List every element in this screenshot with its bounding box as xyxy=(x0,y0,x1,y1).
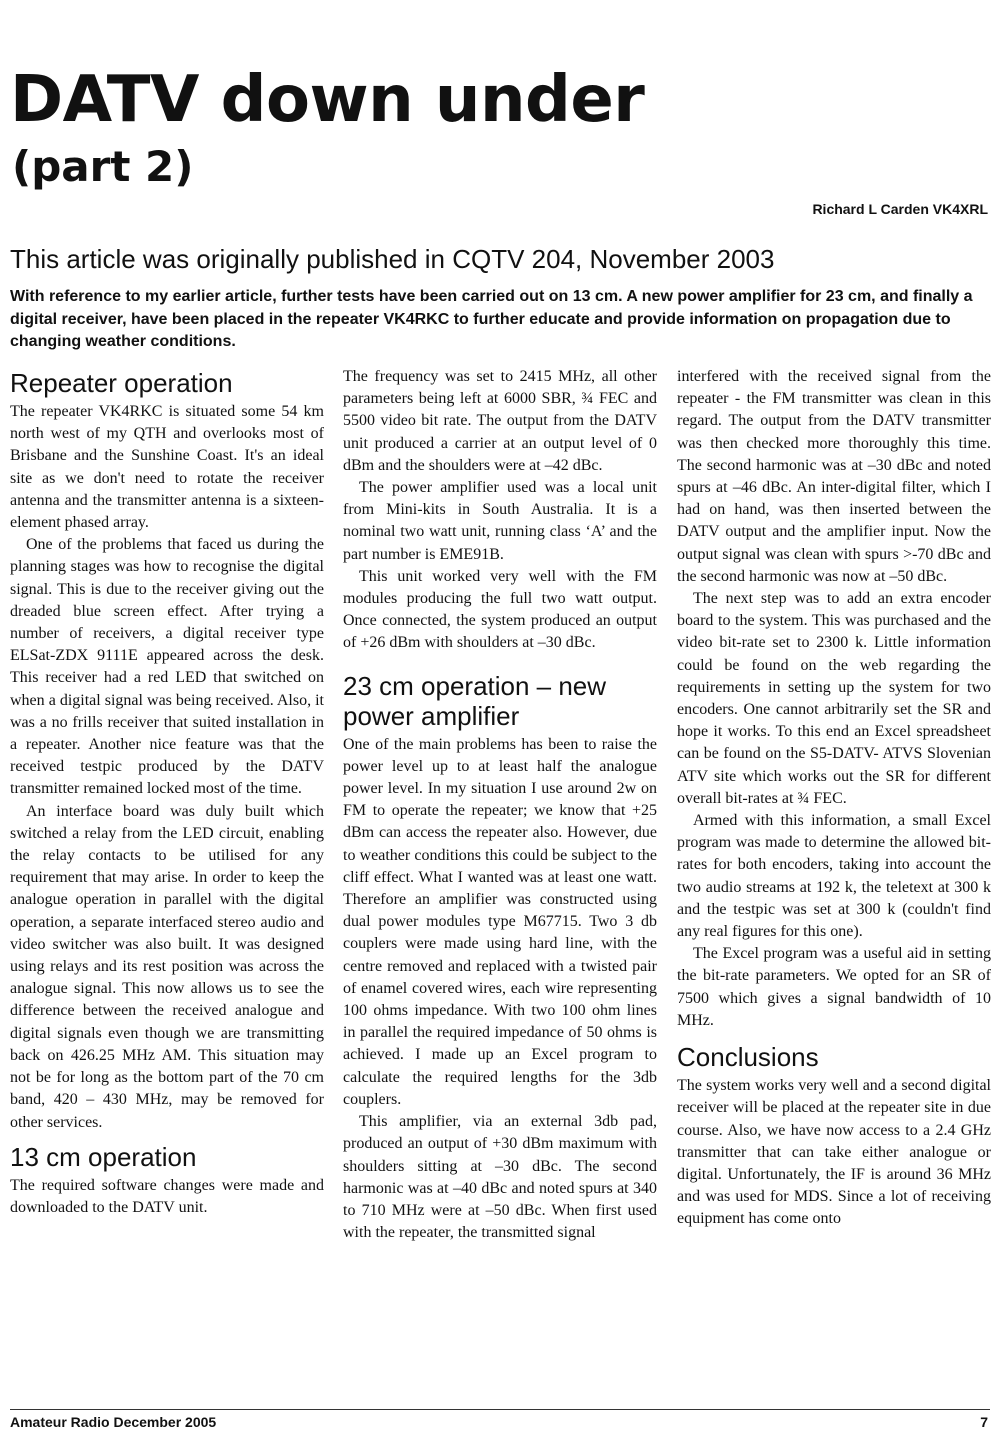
article-title: DATV down under xyxy=(10,63,645,137)
footer-divider xyxy=(10,1409,990,1410)
paragraph: One of the problems that faced us during the planning stages was how to recognise the digital signal. This is due to the receiver giving out the dreaded blue screen effect. After trying a number of receivers, a digital receiver type ELSat-ZDX 9111E appeared across the desk. This receiver had a red LED that switched on when a digital signal was being received. Also, it was a no frills receiver that suited installation in a repeater. Another nice feature was that the received testpic produced by the DATV transmitter remained locked most of the time. xyxy=(10,536,324,798)
paragraph: One of the main problems has been to raise the power level up to at least half the analogue power level. In my situation I use around 2w on FM to operate the repeater; we know that +25 dBm can access the repeater also. However, due to weather conditions this could be subject to the cliff effect. What I wanted was at least one watt. Therefore an amplifier was constructed using dual power modules type M67715. Two 3 db couplers were made using hard line, with the centre removed and replaced with a twisted pair of enamel covered wires, each wire representing 100 ohms impedance. With two 100 ohm lines in parallel the required impedance of 50 ohms is achieved. I made up an Excel program to calculate the required lengths for the 3db couplers. xyxy=(343,735,657,1108)
heading-13cm-operation: 13 cm operation xyxy=(10,1141,197,1172)
author-byline: Richard L Carden VK4XRL xyxy=(812,201,988,217)
column-2 xyxy=(343,366,657,1388)
paragraph: interfered with the received signal from the repeater - the FM transmitter was clean in this regard. The output from the DATV transmitter was then checked more thoroughly this time. The second harmonic was at –30 dBc and noted spurs at –46 dBc. An inter-digital filter, which I had on hand, was then inserted between the DATV output and the amplifier input. Now the output signal was clean with spurs >-70 dBc and the second harmonic was now at –50 dBc. xyxy=(677,368,991,585)
footer-publication: Amateur Radio December 2005 xyxy=(10,1414,217,1430)
publication-note: This article was originally published in CQTV 204, November 2003 xyxy=(10,244,775,274)
paragraph: This amplifier, via an external 3db pad, produced an output of +30 dBm maximum with shoulders sitting at –30 dBc. The second harmonic was at –40 dBc and noted spurs at 340 to 710 MHz were at –50 dBc. When first used with the repeater, the transmitted signal xyxy=(343,1113,657,1242)
page-number: 7 xyxy=(980,1414,988,1430)
column-3 xyxy=(677,366,991,1388)
paragraph: The power amplifier used was a local unit from Mini-kits in South Australia. It is a nominal two watt unit, running class ‘A’ and the part number is EME91B. xyxy=(343,479,657,563)
heading-repeater-operation: Repeater operation xyxy=(10,368,233,398)
paragraph: The frequency was set to 2415 MHz, all other parameters being left at 6000 SBR, ¾ FEC and 5500 video bit rate. The output from the DATV unit produced a carrier at an output level of 0 dBm and the shoulders were at –42 dBc. xyxy=(343,368,657,474)
column-1 xyxy=(10,366,324,1388)
article-subtitle: (part 2) xyxy=(12,142,194,191)
paragraph: The Excel program was a useful aid in setting the bit-rate parameters. We opted for an SR of 7500 which gives a signal bandwidth of 10 MHz. xyxy=(677,945,991,1029)
heading-23cm-operation: 23 cm operation – new power amplifier xyxy=(343,670,607,731)
lead-paragraph: With reference to my earlier article, further tests have been carried out on 13 cm. A new power amplifier for 23 cm, and finally a digital receiver, have been placed in the repeater VK4RKC to further educate and provide information on propagation due to changing weather conditions. xyxy=(10,288,973,350)
paragraph: The next step was to add an extra encoder board to the system. This was purchased and the video bit-rate set to 2300 k. Little information could be found on the web regarding the requirements in setting up the system for two encoders. One cannot arbitrarily set the SR and hope it works. To this end an Excel spreadsheet can be found on the S5-DATV- ATVS Slovenian ATV site which works out the SR for different overall bit-rates at ¾ FEC. xyxy=(677,590,991,807)
heading-conclusions: Conclusions xyxy=(677,1042,819,1073)
paragraph: This unit worked very well with the FM modules producing the full two watt output. Once connected, the system produced an output of +26 dBm with shoulders at –30 dBc. xyxy=(343,567,657,652)
paragraph: An interface board was duly built which switched a relay from the LED circuit, enabling the relay contacts to be utilised for any requirement that may arise. In order to keep the analogue operation in parallel with the digital operation, a separate interfaced stereo audio and video switcher was also built. It was designed using relays and its rest position was across the analogue signal. This now allows us to see the difference between the received analogue and digital signals even though we are transmitting back on 426.25 MHz AM. This situation may not be for long as the bottom part of the 70 cm band, 420 – 430 MHz, may be removed for other services. xyxy=(10,802,324,1131)
paragraph: The system works very well and a second digital receiver will be placed at the repeater site in due course. Also, we have now access to a 2.4 GHz transmitter that can take either analogue or digital. Unfortunately, the IF is around 36 MHz and was used for MDS. Since a lot of receiving equipment has come onto xyxy=(677,1077,991,1228)
paragraph: The required software changes were made and downloaded to the DATV unit. xyxy=(10,1176,324,1216)
paragraph: The repeater VK4RKC is situated some 54 km north west of my QTH and overlooks most of Brisbane and the Sunshine Coast. It's an ideal site as we don't need to rotate the receiver antenna and the transmitter antenna is a sixteen-element phased array. xyxy=(10,403,324,532)
paragraph: Armed with this information, a small Excel program was made to determine the allowed bit-rates for both encoders, taking into account the two audio streams at 192 k, the teletext at 300 k and the testpic was set at 300 k (couldn't find any real figures for this one). xyxy=(677,812,991,941)
